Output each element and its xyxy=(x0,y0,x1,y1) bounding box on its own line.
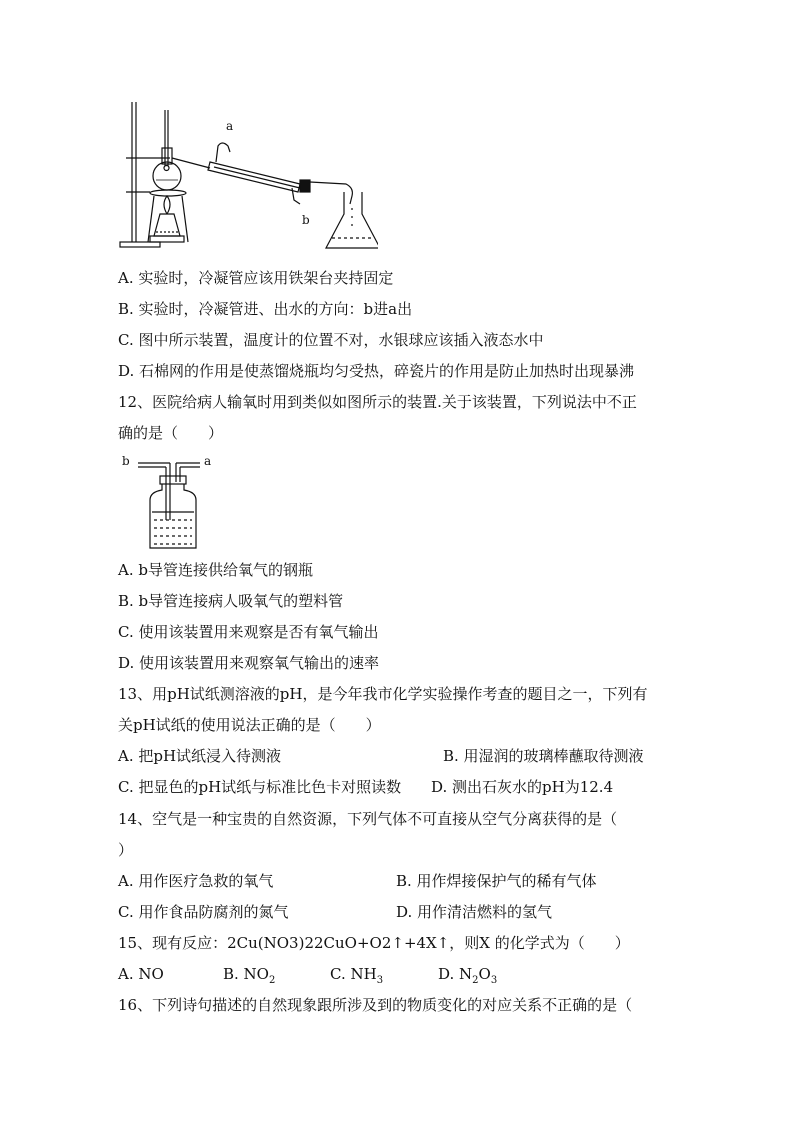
distillation-apparatus-figure xyxy=(118,96,378,256)
q15-option-d xyxy=(438,964,497,984)
q15-option-d-subscript-2: 3 xyxy=(490,975,498,986)
q11-option-d: D. 石棉网的作用是使蒸馏烧瓶均匀受热，碎瓷片的作用是防止加热时出现暴沸 xyxy=(118,362,635,380)
q15-option-c-subscript: 3 xyxy=(376,975,384,986)
q15-option-d-subscript-1: 2 xyxy=(472,975,479,986)
q12-stem-cont: 确的是（ ） xyxy=(118,424,224,442)
q13-stem: 13、用pH试纸测溶液的pH，是今年我市化学实验操作考查的题目之一，下列有 xyxy=(118,685,648,703)
q15-option-d-text: D. N xyxy=(438,965,473,983)
q14-stem: 14、空气是一种宝贵的自然资源，下列气体不可直接从空气分离获得的是（ xyxy=(118,810,618,828)
q14-option-c: C. 用作食品防腐剂的氮气 xyxy=(118,903,289,921)
gas-bottle-figure xyxy=(118,450,228,552)
q11-option-c: C. 图中所示装置，温度计的位置不对，水银球应该插入液态水中 xyxy=(118,331,544,349)
q14-option-b: B. 用作焊接保护气的稀有气体 xyxy=(396,872,597,890)
q12-option-d: D. 使用该装置用来观察氧气输出的速率 xyxy=(118,654,380,672)
q12-option-a: A. b导管连接供给氧气的钢瓶 xyxy=(118,561,313,579)
q15-option-b-text: B. NO xyxy=(223,965,269,983)
q13-option-a: A. 把pH试纸浸入待测液 xyxy=(118,747,282,765)
label-b: b xyxy=(302,213,310,227)
q14-stem-cont: ） xyxy=(118,841,134,859)
q13-stem-cont: 关pH试纸的使用说法正确的是（ ） xyxy=(118,716,381,734)
label-b: b xyxy=(122,454,130,468)
label-a: a xyxy=(204,454,212,468)
q15-option-d-text-2: O xyxy=(478,965,491,983)
q16-stem: 16、下列诗句描述的自然现象跟所涉及到的物质变化的对应关系不正确的是（ xyxy=(118,996,633,1014)
q13-option-c: C. 把显色的pH试纸与标准比色卡对照读数 xyxy=(118,778,402,796)
q11-option-a: A. 实验时，冷凝管应该用铁架台夹持固定 xyxy=(118,269,394,287)
q15-option-c xyxy=(330,964,383,984)
q15-stem: 15、现有反应：2Cu(NO3)22CuO+O2↑+4X↑，则X 的化学式为（ ） xyxy=(118,934,630,952)
q15-option-b-subscript: 2 xyxy=(268,975,276,986)
q14-option-d: D. 用作清洁燃料的氢气 xyxy=(396,903,553,921)
q15-option-b xyxy=(223,964,275,984)
label-a: a xyxy=(226,119,234,133)
q11-option-b: B. 实验时，冷凝管进、出水的方向：b进a出 xyxy=(118,300,413,318)
q12-option-b: B. b导管连接病人吸氧气的塑料管 xyxy=(118,592,344,610)
q14-option-a: A. 用作医疗急救的氧气 xyxy=(118,872,274,890)
q13-option-b: B. 用湿润的玻璃棒蘸取待测液 xyxy=(443,747,644,765)
q13-option-d: D. 测出石灰水的pH为12.4 xyxy=(431,778,614,796)
q12-option-c: C. 使用该装置用来观察是否有氧气输出 xyxy=(118,623,379,641)
q12-stem: 12、医院给病人输氧时用到类似如图所示的装置.关于该装置，下列说法中不正 xyxy=(118,393,637,411)
q15-option-c-text: C. NH xyxy=(330,965,377,983)
q15-option-a: A. NO xyxy=(118,965,164,983)
